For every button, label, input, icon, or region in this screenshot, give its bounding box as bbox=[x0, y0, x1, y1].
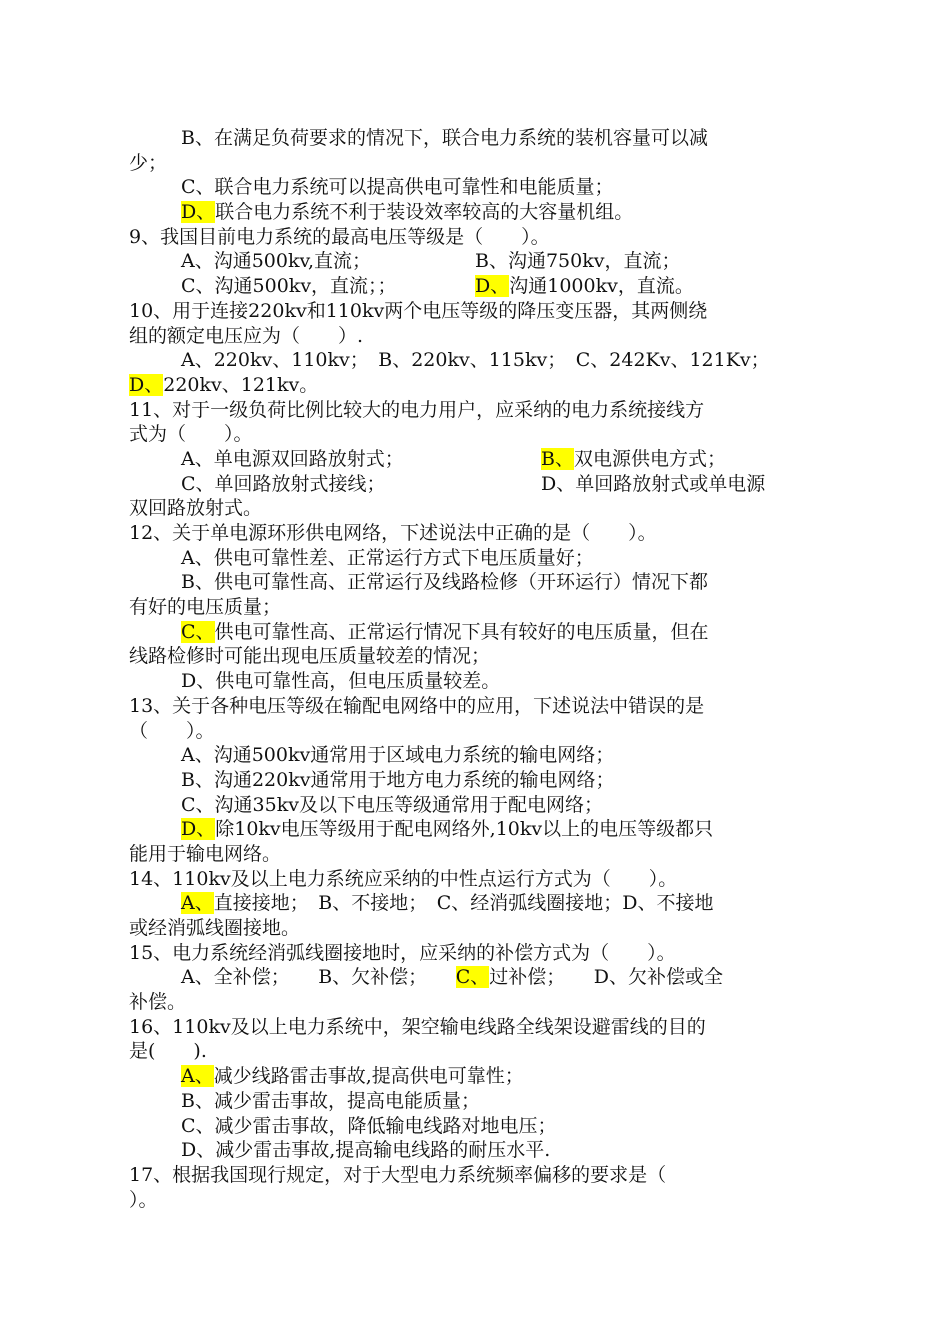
answer-highlight: C、 bbox=[181, 620, 215, 643]
answer-highlight: A、 bbox=[181, 1065, 214, 1088]
q12-option-a: A、供电可靠性差、正常运行方式下电压质量好； bbox=[181, 546, 594, 569]
q12-option-c: C、供电可靠性高、正常运行情况下具有较好的电压质量，但在 bbox=[181, 620, 709, 643]
q16-stem-cont: 是( ). bbox=[129, 1040, 207, 1063]
q17-stem: 17、根据我国现行规定，对于大型电力系统频率偏移的要求是（ bbox=[129, 1163, 667, 1186]
q12-option-b-cont: 有好的电压质量； bbox=[129, 596, 282, 619]
q11-stem: 11、对于一级负荷比例比较大的电力用户，应采纳的电力系统接线方 bbox=[129, 398, 705, 421]
q8-option-c: C、联合电力系统可以提高供电可靠性和电能质量； bbox=[181, 176, 614, 199]
q17-stem-cont: ）。 bbox=[129, 1188, 158, 1211]
answer-highlight: A、 bbox=[181, 892, 214, 915]
document-body bbox=[129, 126, 809, 1212]
q10-option-d: D、220kv、121kv。 bbox=[129, 373, 319, 396]
q16-stem: 16、110kv及以上电力系统中，架空输电线路全线架设避雷线的目的 bbox=[129, 1015, 706, 1038]
q12-option-d: D、供电可靠性高，但电压质量较差。 bbox=[181, 670, 501, 693]
q9-stem: 9、我国目前电力系统的最高电压等级是（ ）。 bbox=[129, 225, 550, 248]
q12-option-b: B、供电可靠性高、正常运行及线路检修（开环运行）情况下都 bbox=[181, 571, 708, 594]
q11-options-cd: C、单回路放射式接线； D、单回路放射式或单电源 bbox=[181, 472, 766, 495]
q13-stem: 13、关于各种电压等级在输配电网络中的应用，下述说法中错误的是 bbox=[129, 694, 705, 717]
q13-option-d-cont: 能用于输电网络。 bbox=[129, 842, 282, 865]
q15-options-cont: 补偿。 bbox=[129, 991, 187, 1014]
q12-stem: 12、关于单电源环形供电网络，下述说法中正确的是（ ）。 bbox=[129, 522, 657, 544]
answer-highlight: D、 bbox=[129, 373, 164, 396]
q16-option-c: C、减少雷击事故，降低输电线路对地电压； bbox=[181, 1114, 557, 1137]
q15-stem: 15、电力系统经消弧线圈接地时，应采纳的补偿方式为（ ）。 bbox=[129, 941, 676, 964]
q11-options-ab: A、单电源双回路放射式； B、双电源供电方式； bbox=[181, 447, 726, 470]
q13-option-d: D、除10kv电压等级用于配电网络外,10kv以上的电压等级都只 bbox=[181, 818, 714, 841]
q9-options-cd: C、沟通500kv，直流；； D、沟通1000kv，直流。 bbox=[181, 275, 694, 298]
q13-stem-cont: （ ）。 bbox=[129, 719, 215, 742]
q11-stem-cont: 式为（ ）。 bbox=[129, 423, 253, 446]
q12-option-c-cont: 线路检修时可能出现电压质量较差的情况； bbox=[129, 645, 491, 668]
q8-option-d: D、联合电力系统不利于装设效率较高的大容量机组。 bbox=[181, 201, 634, 224]
q15-options: A、全补偿； B、欠补偿； C、过补偿； D、欠补偿或全 bbox=[181, 966, 723, 989]
q10-stem-cont: 组的额定电压应为（ ）. bbox=[129, 324, 364, 347]
q16-option-a: A、减少线路雷击事故,提高供电可靠性； bbox=[181, 1065, 524, 1088]
q14-options: A、直接接地； B、不接地； C、经消弧线圈接地；D、不接地 bbox=[181, 892, 714, 915]
q14-options-cont: 或经消弧线圈接地。 bbox=[129, 917, 301, 939]
answer-highlight: B、 bbox=[541, 447, 574, 470]
q10-options-abc: A、220kv、110kv； B、220kv、115kv； C、242Kv、121Kv； bbox=[181, 349, 770, 372]
q13-option-c: C、沟通35kv及以下电压等级通常用于配电网络； bbox=[181, 793, 603, 816]
answer-highlight: C、 bbox=[455, 966, 490, 989]
answer-highlight: D、 bbox=[181, 201, 216, 224]
q16-option-d: D、减少雷击事故,提高输电线路的耐压水平. bbox=[181, 1139, 551, 1162]
q14-stem: 14、110kv及以上电力系统应采纳的中性点运行方式为（ ）。 bbox=[129, 867, 678, 890]
q11-option-d-cont: 双回路放射式。 bbox=[129, 497, 263, 520]
q13-option-b: B、沟通220kv通常用于地方电力系统的输电网络； bbox=[181, 768, 615, 791]
answer-highlight: D、 bbox=[475, 275, 510, 298]
q8-option-b-cont: 少； bbox=[129, 151, 168, 174]
answer-highlight: D、 bbox=[181, 818, 216, 841]
q10-stem: 10、用于连接220kv和110kv两个电压等级的降压变压器，其两侧绕 bbox=[129, 299, 708, 322]
q9-options-ab: A、沟通500kv,直流； B、沟通750kv，直流； bbox=[181, 250, 681, 273]
q8-option-b: B、在满足负荷要求的情况下，联合电力系统的装机容量可以减 bbox=[181, 127, 708, 149]
q16-option-b: B、减少雷击事故，提高电能质量； bbox=[181, 1089, 480, 1112]
q13-option-a: A、沟通500kv通常用于区域电力系统的输电网络； bbox=[181, 744, 615, 767]
